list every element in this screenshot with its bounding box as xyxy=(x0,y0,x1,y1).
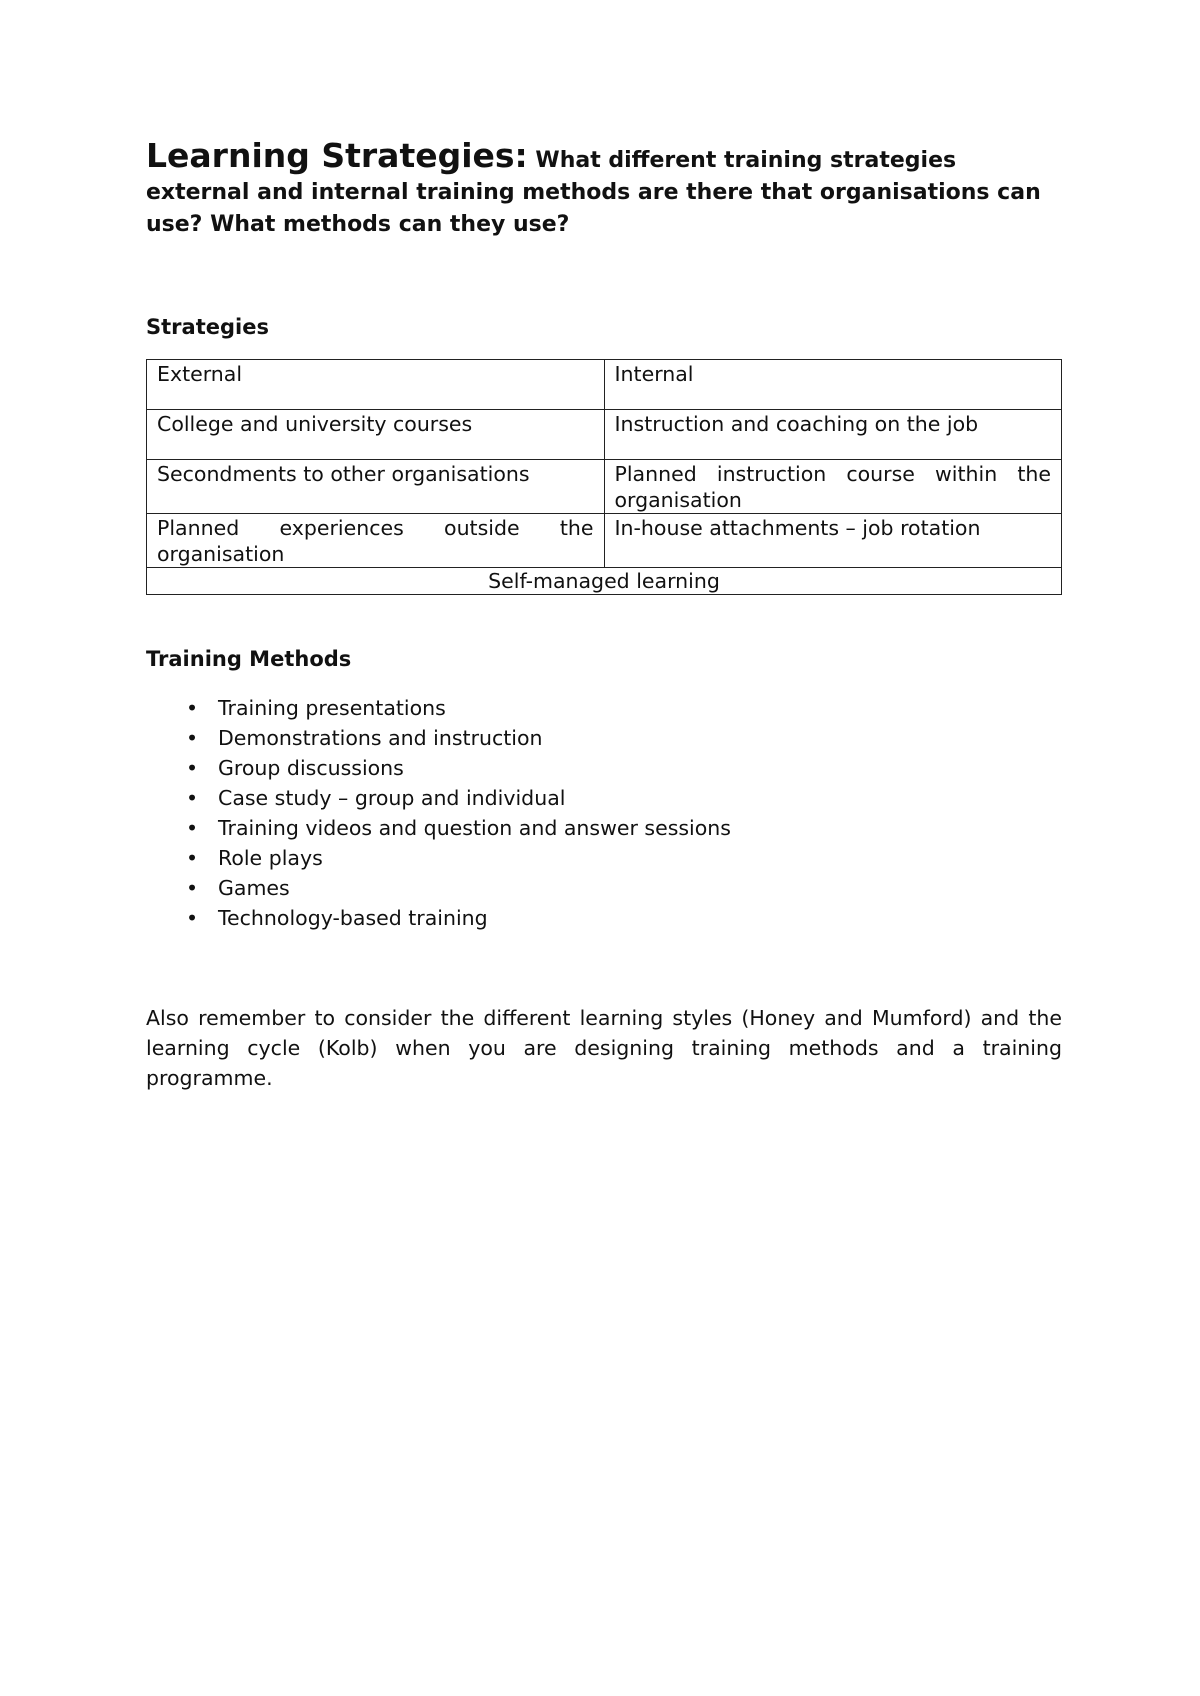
strategies-title: Strategies xyxy=(146,315,269,339)
table-cell-internal: In-house attachments – job rotation xyxy=(604,514,1062,568)
training-methods-list xyxy=(146,693,1062,933)
table-header-external: External xyxy=(147,360,605,410)
heading-title: Learning Strategies: xyxy=(146,136,528,175)
table-footer-row xyxy=(147,568,1062,595)
bullet-icon: • xyxy=(186,696,199,720)
closing-note: Also remember to consider the different learning styles (Honey and Mumford) and the learning cycle (Kolb) when you are designing training methods and a training programme. xyxy=(146,1006,1062,1090)
list-item xyxy=(146,903,1062,933)
list-item xyxy=(146,783,1062,813)
list-item-text: Group discussions xyxy=(218,756,404,780)
table-cell-external: College and university courses xyxy=(147,410,605,460)
list-item xyxy=(146,753,1062,783)
bullet-icon: • xyxy=(186,906,199,930)
list-item xyxy=(146,873,1062,903)
heading-question: What different training strategies external and internal training methods are there that organisations can use? What methods can they use? xyxy=(146,148,1041,237)
table-cell-internal: Instruction and coaching on the job xyxy=(604,410,1062,460)
strategies-table xyxy=(146,359,1062,595)
page-heading xyxy=(146,136,1062,241)
list-item xyxy=(146,843,1062,873)
list-item-text: Training videos and question and answer sessions xyxy=(218,816,731,840)
table-row xyxy=(147,460,1062,514)
table-cell-external: Secondments to other organisations xyxy=(147,460,605,514)
list-item-text: Games xyxy=(218,876,290,900)
training-methods-title: Training Methods xyxy=(146,647,352,671)
bullet-icon: • xyxy=(186,756,199,780)
list-item-text: Demonstrations and instruction xyxy=(218,726,543,750)
bullet-icon: • xyxy=(186,816,199,840)
list-item xyxy=(146,723,1062,753)
table-footer-cell: Self-managed learning xyxy=(147,568,1062,595)
list-item-text: Role plays xyxy=(218,846,323,870)
bullet-icon: • xyxy=(186,786,199,810)
table-row xyxy=(147,410,1062,460)
list-item xyxy=(146,813,1062,843)
table-header-row xyxy=(147,360,1062,410)
table-header-internal: Internal xyxy=(604,360,1062,410)
list-item-text: Case study – group and individual xyxy=(218,786,566,810)
table-cell-external: Planned experiences outside the organisation xyxy=(147,514,605,568)
document-page xyxy=(146,136,1062,1114)
list-item-text: Technology-based training xyxy=(218,906,488,930)
bullet-icon: • xyxy=(186,726,199,750)
bullet-icon: • xyxy=(186,876,199,900)
bullet-icon: • xyxy=(186,846,199,870)
table-row xyxy=(147,514,1062,568)
table-cell-internal: Planned instruction course within the organisation xyxy=(604,460,1062,514)
list-item-text: Training presentations xyxy=(218,696,446,720)
list-item xyxy=(146,693,1062,723)
